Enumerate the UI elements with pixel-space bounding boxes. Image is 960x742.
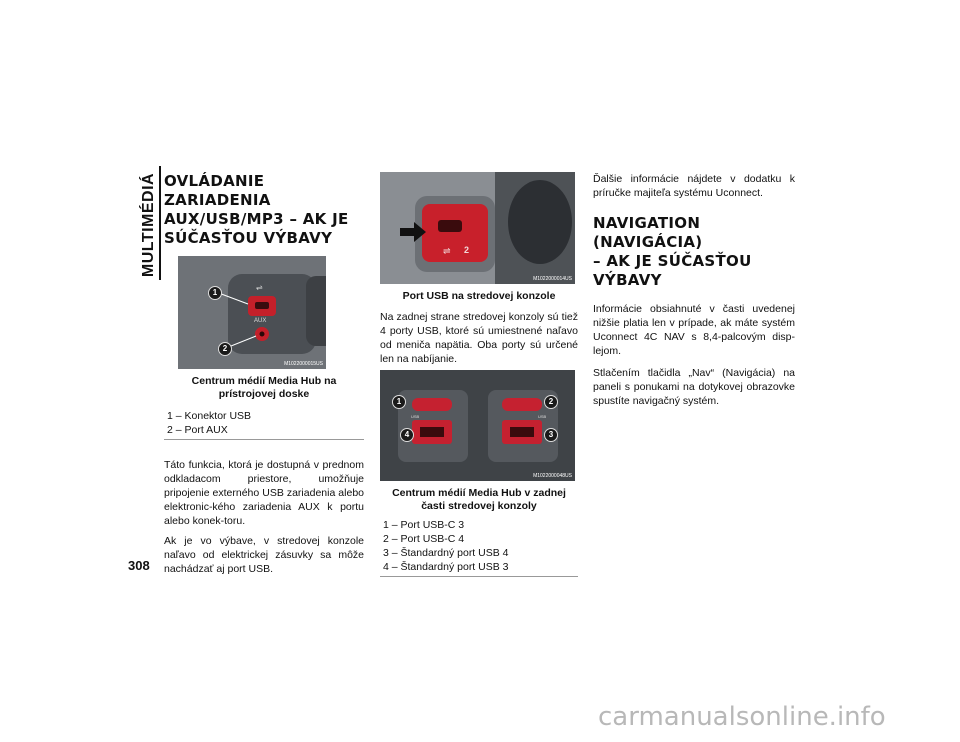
legend-item: 2 – Port USB-C 4	[383, 533, 465, 545]
paragraph: Táto funkcia, ktorá je dostupná v prednom odkladacom priestore, umožňuje pripojenie externého USB zariadenia alebo elektronic-kého zariadenia AUX k portu alebo konek-toru.	[164, 459, 364, 527]
figure-legend	[380, 518, 578, 577]
figure-caption: Centrum médií Media Hub v zadnej časti stredovej konzoly	[392, 487, 566, 512]
figure-rear-console-media-hub	[380, 370, 575, 481]
legend-item: 2 – Port AUX	[167, 424, 228, 436]
side-divider	[159, 166, 161, 280]
column-3	[593, 172, 795, 408]
heading-line: SÚČASŤOU VÝBAVY	[164, 229, 333, 247]
footer-watermark: carmanualsonline.info	[598, 702, 886, 732]
legend-item: 1 – Konektor USB	[167, 410, 252, 422]
heading-line: NAVIGATION (NAVIGÁCIA)	[593, 214, 703, 251]
figure-legend	[164, 409, 364, 440]
callout-badge-3: 3	[544, 428, 558, 442]
rear-hub-illustration	[380, 370, 575, 481]
section-heading-navigation	[593, 214, 795, 290]
figure-center-console-usb	[380, 172, 575, 284]
heading-line: OVLÁDANIE ZARIADENIA	[164, 172, 271, 209]
figure-code: M1022000048US	[533, 473, 572, 479]
media-hub-illustration	[178, 256, 326, 369]
figure-dashboard-media-hub	[178, 256, 326, 369]
section-heading-aux-usb	[164, 172, 364, 248]
paragraph: Ďalšie informácie nájdete v dodatku k príručke majiteľa systému Uconnect.	[593, 173, 795, 199]
callout-badge-1: 1	[392, 395, 406, 409]
callout-badge-4: 4	[400, 428, 414, 442]
figure-code: M1022000014US	[533, 276, 572, 282]
paragraph: Stlačením tlačidla „Nav“ (Navigácia) na paneli s ponukami na dotykovej obrazovke spustíte navigačný systém.	[593, 367, 795, 407]
usb-label: USB	[538, 414, 547, 419]
paragraph: Informácie obsiahnuté v časti uvedenej nižšie platia len v prípade, ak máte systém Uconnect 4C NAV s 8,4-palcovým disp-lejom.	[593, 303, 795, 357]
column-2	[380, 172, 578, 577]
callout-badge-1: 1	[208, 286, 222, 300]
paragraph: Ak je vo výbave, v stredovej konzole naľavo od elektrickej zásuvky sa môže nachádzať aj port USB.	[164, 535, 364, 575]
aux-label: AUX	[254, 318, 267, 324]
column-1	[164, 172, 364, 576]
usb-label: USB	[411, 414, 420, 419]
legend-item: 1 – Port USB-C 3	[383, 519, 465, 531]
port-number-label: 2	[464, 245, 470, 255]
heading-line: – AK JE SÚČASŤOU VÝBAVY	[593, 252, 752, 289]
legend-item: 4 – Štandardný port USB 3	[383, 561, 509, 573]
page-number: 308	[128, 558, 150, 573]
usb-symbol-icon: ⇌	[256, 283, 263, 292]
figure-code: M1022000015US	[284, 361, 323, 367]
figure-caption: Port USB na stredovej konzole	[402, 290, 556, 302]
figure-caption: Centrum médií Media Hub na prístrojovej doske	[191, 375, 337, 400]
paragraph: Na zadnej strane stredovej konzoly sú tiež 4 porty USB, ktoré sú umiestnené naľavo od meniča napätia. Oba porty sú určené len na nabíjanie.	[380, 311, 578, 365]
legend-item: 3 – Štandardný port USB 4	[383, 547, 509, 559]
usb-symbol-icon: ⇌	[443, 246, 451, 256]
console-usb-illustration	[380, 172, 575, 284]
side-section-title	[139, 166, 159, 286]
heading-line: AUX/USB/MP3 – AK JE	[164, 210, 349, 228]
callout-badge-2: 2	[218, 342, 232, 356]
callout-badge-2: 2	[544, 395, 558, 409]
side-title-text: MULTIMÉDIÁ	[140, 172, 157, 278]
